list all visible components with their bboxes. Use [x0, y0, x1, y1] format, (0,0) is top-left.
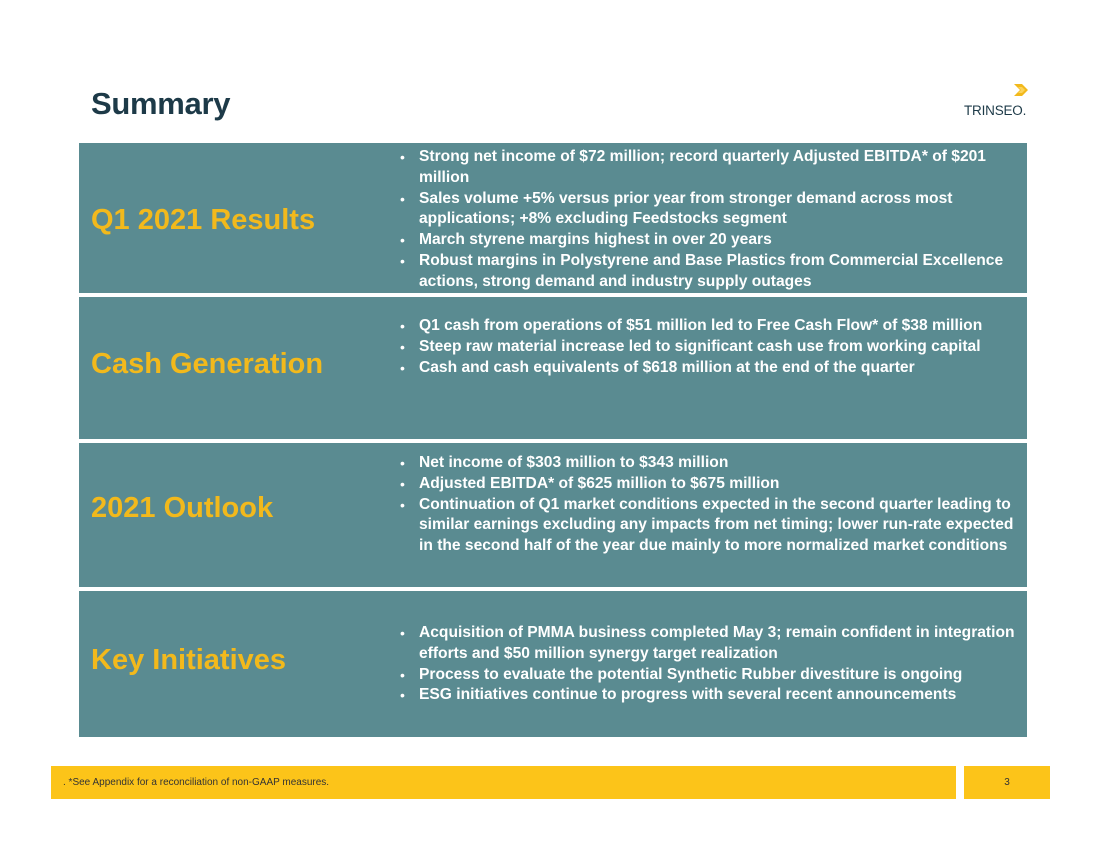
bullet-list — [396, 147, 1026, 293]
section-label: Key Initiatives — [91, 644, 287, 676]
bullet-item: • Continuation of Q1 market conditions expected in the second quarter leading to similar earnings excluding any impacts from net timing; lower run-rate expected in the second half of the year due mainly to more normalized market conditions — [396, 495, 1026, 557]
bullet-item: • Strong net income of $72 million; record quarterly Adjusted EBITDA* of $201 million — [396, 147, 1026, 189]
bullet-item: • Sales volume +5% versus prior year from stronger demand across most applications; +8% excluding Feedstocks segment — [396, 189, 1026, 231]
bullet-list — [396, 453, 1026, 557]
section-label: 2021 Outlook — [91, 492, 274, 524]
bullet-item: • Adjusted EBITDA* of $625 million to $675 million — [396, 474, 1026, 495]
footer-bar — [51, 766, 956, 799]
bullet-item: • ESG initiatives continue to progress with several recent announcements — [396, 685, 1026, 706]
bullet-list — [396, 623, 1026, 706]
page-title: Summary — [91, 86, 231, 121]
section-key-initiatives — [79, 591, 1027, 737]
section-q1-results — [79, 143, 1027, 293]
bullet-list — [396, 316, 1026, 378]
footer-note: . *See Appendix for a reconciliation of non-GAAP measures. — [63, 777, 330, 788]
section-label: Q1 2021 Results — [91, 204, 316, 236]
page-number: 3 — [1004, 777, 1010, 788]
bullet-item: • Cash and cash equivalents of $618 million at the end of the quarter — [396, 358, 1026, 379]
logo-wordmark: TRINSEO. — [964, 103, 1027, 118]
bullet-item: • Net income of $303 million to $343 million — [396, 453, 1026, 474]
section-label: Cash Generation — [91, 348, 324, 380]
logo-chevron-icon — [1012, 84, 1030, 100]
bullet-item: • Process to evaluate the potential Synthetic Rubber divestiture is ongoing — [396, 665, 1026, 686]
page-number-box — [964, 766, 1050, 799]
section-2021-outlook — [79, 443, 1027, 587]
bullet-item: • Acquisition of PMMA business completed May 3; remain confident in integration efforts and $50 million synergy target realization — [396, 623, 1026, 665]
bullet-item: • Steep raw material increase led to significant cash use from working capital — [396, 337, 1026, 358]
bullet-item: • Robust margins in Polystyrene and Base Plastics from Commercial Excellence actions, strong demand and industry supply outages — [396, 251, 1026, 293]
bullet-item: • Q1 cash from operations of $51 million led to Free Cash Flow* of $38 million — [396, 316, 1026, 337]
trinseo-logo — [962, 84, 1042, 120]
section-cash-generation — [79, 297, 1027, 439]
bullet-item: • March styrene margins highest in over 20 years — [396, 230, 1026, 251]
